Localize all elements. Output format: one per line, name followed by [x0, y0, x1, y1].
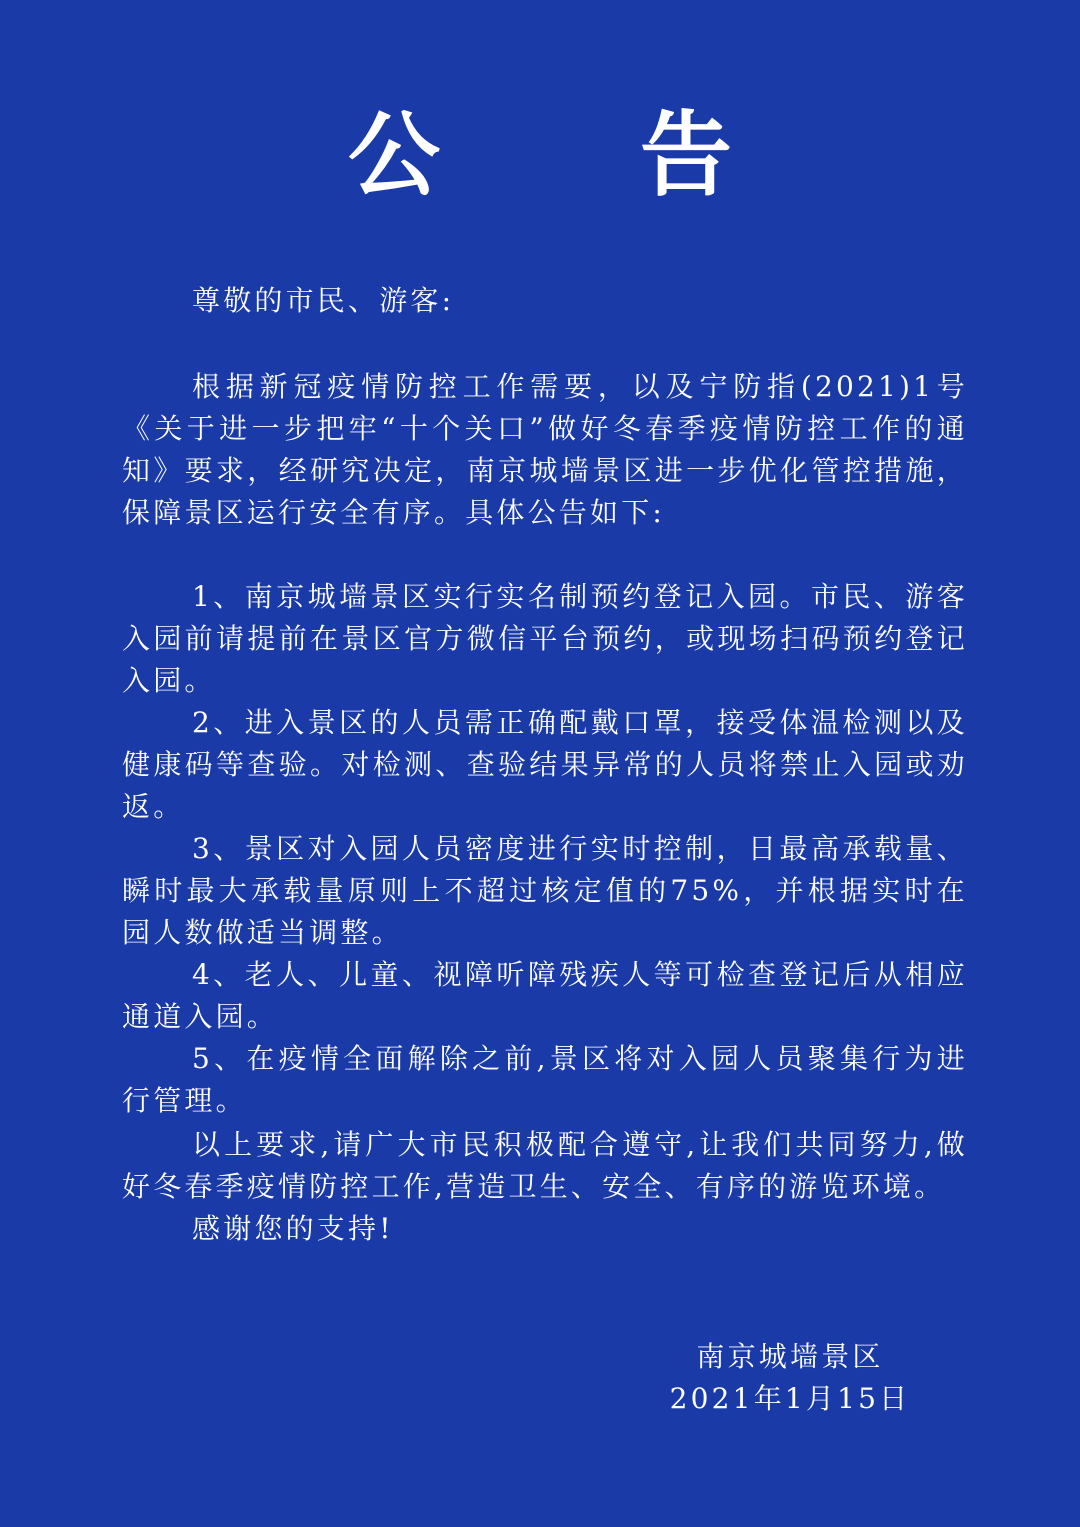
notice-item-3: 3、景区对入园人员密度进行实时控制，日最高承载量、瞬时最大承载量原则上不超过核定值的75%，并根据实时在园人数做适当调整。 [122, 832, 968, 949]
signature-date: 2021年1月15日 [669, 1382, 911, 1415]
notice-item-5: 5、在疫情全面解除之前,景区将对入园人员聚集行为进行管理。 [122, 1042, 968, 1117]
closing-text: 以上要求,请广大市民积极配合遵守,让我们共同努力,做好冬春季疫情防控工作,营造卫生、安全、有序的游览环境。 [122, 1128, 968, 1203]
intro-text: 根据新冠疫情防控工作需要，以及宁防指(2021)1号《关于进一步把牢“十个关口”做好冬春季疫情防控工作的通知》要求，经研究决定，南京城墙景区进一步优化管控措施，保障景区运行安全有序。具体公告如下: [122, 370, 968, 529]
notice-title: 公 告 [347, 101, 817, 209]
greeting [122, 280, 968, 322]
notice-item-4: 4、老人、儿童、视障听障残疾人等可检查登记后从相应通道入园。 [122, 958, 968, 1033]
closing-section [122, 1124, 968, 1250]
notice-items [122, 576, 968, 1122]
intro-paragraph [122, 366, 968, 534]
notice-item-2: 2、进入景区的人员需正确配戴口罩，接受体温检测以及健康码等查验。对检测、查验结果异常的人员将禁止入园或劝返。 [122, 706, 968, 823]
greeting-text: 尊敬的市民、游客: [192, 284, 455, 317]
notice-item-1: 1、南京城墙景区实行实名制预约登记入园。市民、游客入园前请提前在景区官方微信平台预约，或现场扫码预约登记入园。 [122, 580, 968, 697]
signature-organization: 南京城墙景区 [696, 1340, 884, 1373]
thanks-text: 感谢您的支持! [192, 1212, 394, 1245]
